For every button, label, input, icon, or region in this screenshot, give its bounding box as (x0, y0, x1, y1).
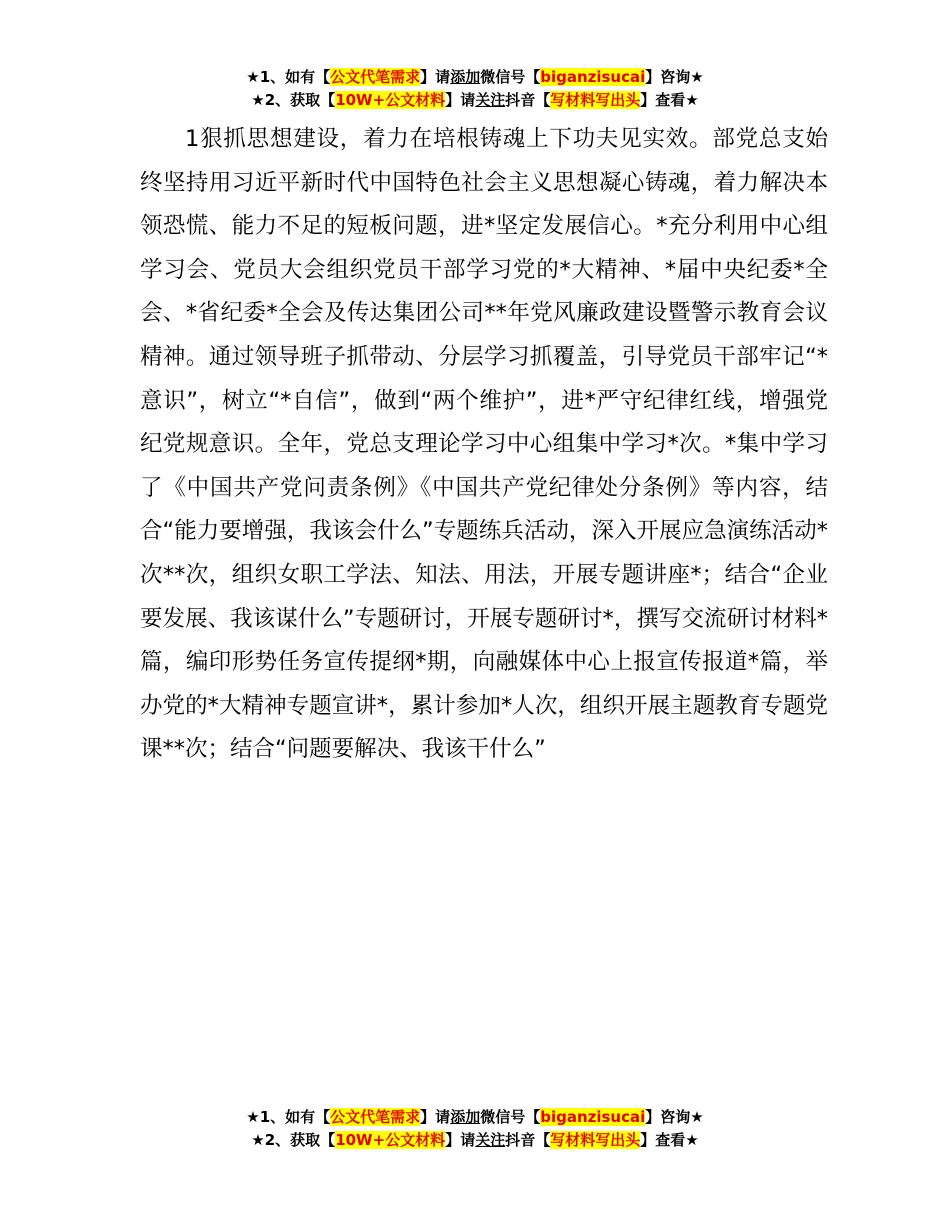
footer-line-1 (0, 1106, 950, 1129)
header-line-2-highlight-1: 10W+公文材料 (335, 91, 446, 109)
footer-line-1-prefix: ★1、如有【 (246, 1108, 331, 1126)
header-line-1 (0, 66, 950, 89)
footer-line-1-mid-2: 微信号【 (480, 1108, 541, 1126)
footer-banner (0, 1106, 950, 1152)
footer-line-1-underlined: 添加 (450, 1108, 481, 1126)
footer-line-2 (0, 1129, 950, 1152)
header-line-1-prefix: ★1、如有【 (246, 68, 331, 86)
footer-line-1-mid-1: 】请 (420, 1108, 451, 1126)
footer-line-2-highlight-2: 写材料写出头 (550, 1131, 641, 1149)
header-line-1-mid-1: 】请 (420, 68, 451, 86)
footer-line-2-highlight-1: 10W+公文材料 (335, 1131, 446, 1149)
body-paragraph: 1狠抓思想建设，着力在培根铸魂上下功夫见实效。部党总支始终坚持用习近平新时代中国特色社会主义思想凝心铸魂，着力解决本领恐慌、能力不足的短板问题，进*坚定发展信心。*充分利用中心组学习会、党员大会组织党员干部学习党的*大精神、*届中央纪委*全会、*省纪委*全会及传达集团公司**年党风廉政建设暨警示教育会议精神。通过领导班子抓带动、分层学习抓覆盖，引导党员干部牢记“*意识”，树立“*自信”，做到“两个维护”，进*严守纪律红线，增强党纪党规意识。全年，党总支理论学习中心组集中学习*次。*集中学习了《中国共产党问责条例》《中国共产党纪律处分条例》等内容，结合“能力要增强，我该会什么”专题练兵活动，深入开展应急演练活动*次**次，组织女职工学法、知法、用法，开展专题讲座*；结合“企业要发展、我该谋什么”专题研讨，开展专题研讨*，撰写交流研讨材料*篇，编印形势任务宣传提纲*期，向融媒体中心上报宣传报道*篇，举办党的*大精神专题宣讲*，累计参加*人次，组织开展主题教育专题党课**次；结合“问题要解决、我该干什么” (140, 126, 828, 763)
header-line-1-suffix: 】咨询★ (645, 68, 704, 86)
header-line-1-highlight-1: 公文代笔需求 (330, 68, 421, 86)
footer-line-1-suffix: 】咨询★ (645, 1108, 704, 1126)
header-line-2-suffix: 】查看★ (640, 91, 699, 109)
footer-line-2-mid-1: 】请 (445, 1131, 476, 1149)
header-line-2 (0, 89, 950, 112)
header-line-1-mid-2: 微信号【 (480, 68, 541, 86)
header-line-2-highlight-2: 写材料写出头 (550, 91, 641, 109)
footer-line-2-underlined: 关注 (475, 1131, 506, 1149)
header-banner (0, 66, 950, 112)
header-line-2-mid-2: 抖音【 (505, 91, 551, 109)
header-line-1-highlight-2: biganzisucai (540, 68, 646, 86)
footer-line-1-highlight-2: biganzisucai (540, 1108, 646, 1126)
footer-line-2-mid-2: 抖音【 (505, 1131, 551, 1149)
header-line-2-underlined: 关注 (475, 91, 506, 109)
document-body (140, 118, 828, 772)
footer-line-1-highlight-1: 公文代笔需求 (330, 1108, 421, 1126)
header-line-1-underlined: 添加 (450, 68, 481, 86)
header-line-2-mid-1: 】请 (445, 91, 476, 109)
header-line-2-prefix: ★2、获取【 (251, 91, 336, 109)
footer-line-2-suffix: 】查看★ (640, 1131, 699, 1149)
footer-line-2-prefix: ★2、获取【 (251, 1131, 336, 1149)
